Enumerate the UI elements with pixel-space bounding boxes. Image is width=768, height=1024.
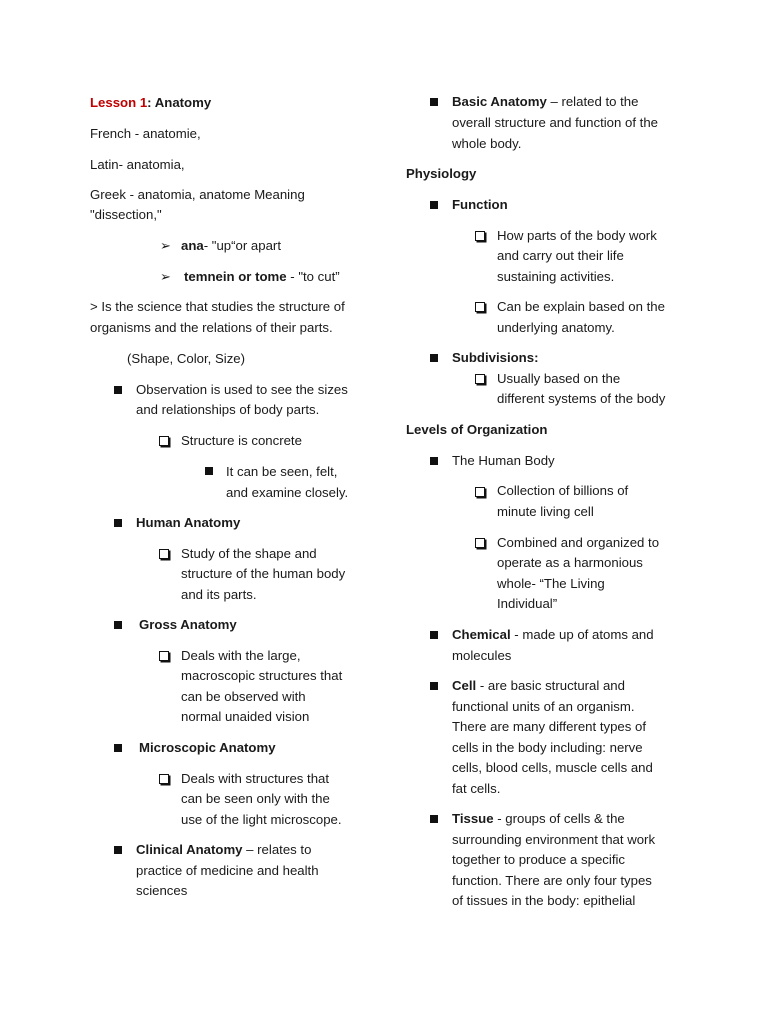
clinical-anatomy-line-3: sciences — [136, 883, 188, 898]
observation-line-1: Observation is used to see the sizes — [136, 382, 348, 397]
micro-line-3: use of the light microscope. — [181, 812, 342, 827]
study-line-1: Study of the shape and — [181, 546, 317, 561]
square-bullet-icon — [114, 744, 122, 752]
tissue-line-5: of tissues in the body: epithelial — [452, 893, 636, 908]
gross-anatomy-heading: Gross Anatomy — [139, 617, 237, 632]
square-bullet-icon — [430, 631, 438, 639]
square-bullet-icon — [114, 846, 122, 854]
tissue-line-4: function. There are only four types — [452, 873, 652, 888]
gross-line-4: normal unaided vision — [181, 709, 310, 724]
seen-line-2: and examine closely. — [226, 485, 349, 500]
arrow-bullet-icon: ➢ — [160, 238, 171, 253]
cell-desc: - are basic structural and — [476, 678, 625, 693]
root-temnein — [184, 267, 340, 287]
square-bullet-icon — [114, 386, 122, 394]
definition-line-2: organisms and the relations of their parts. — [90, 320, 333, 335]
checkbox-bullet-icon — [159, 436, 169, 446]
root-temnein-term: temnein or tome — [184, 269, 287, 284]
levels-heading: Levels of Organization — [406, 422, 548, 437]
basic-anatomy-term: Basic Anatomy — [452, 94, 547, 109]
cell-term: Cell — [452, 678, 477, 693]
subdivisions-heading: Subdivisions: — [452, 350, 539, 365]
how-line-2: and carry out their life — [497, 248, 624, 263]
clinical-anatomy-line-1 — [136, 840, 311, 860]
square-bullet-icon — [430, 354, 438, 362]
square-bullet-icon — [430, 457, 438, 465]
checkbox-bullet-icon — [475, 487, 485, 497]
etymology-french: French - anatomie, — [90, 126, 201, 141]
square-bullet-icon — [205, 467, 213, 475]
root-ana-meaning: - "up“or apart — [203, 238, 281, 253]
cell-line-2: functional units of an organism. — [452, 699, 635, 714]
checkbox-bullet-icon — [475, 302, 485, 312]
basic-anatomy-line-2: overall structure and function of the — [452, 115, 658, 130]
micro-line-2: can be seen only with the — [181, 791, 330, 806]
clinical-anatomy-desc: – relates to — [242, 842, 312, 857]
title-colon: : — [147, 95, 152, 110]
clinical-anatomy-term: Clinical Anatomy — [136, 842, 243, 857]
square-bullet-icon — [114, 621, 122, 629]
square-bullet-icon — [430, 682, 438, 690]
chemical-line-1 — [452, 625, 654, 645]
usual-line-2: different systems of the body — [497, 391, 666, 406]
chemical-line-2: molecules — [452, 648, 512, 663]
how-line-3: sustaining activities. — [497, 269, 615, 284]
lesson-title — [90, 93, 211, 113]
shape-color-size: (Shape, Color, Size) — [127, 351, 246, 366]
checkbox-bullet-icon — [159, 651, 169, 661]
microscopic-anatomy-heading: Microscopic Anatomy — [139, 740, 276, 755]
square-bullet-icon — [430, 201, 438, 209]
cell-line-6: fat cells. — [452, 781, 501, 796]
micro-line-1: Deals with structures that — [181, 771, 330, 786]
human-body-item: The Human Body — [452, 453, 555, 468]
study-line-2: structure of the human body — [181, 566, 346, 581]
root-temnein-meaning: - "to cut” — [286, 269, 340, 284]
structure-concrete: Structure is concrete — [181, 433, 302, 448]
etymology-latin: Latin- anatomia, — [90, 157, 185, 172]
clinical-anatomy-line-2: practice of medicine and health — [136, 863, 319, 878]
human-anatomy-heading: Human Anatomy — [136, 515, 241, 530]
seen-line-1: It can be seen, felt, — [226, 464, 338, 479]
tissue-desc: - groups of cells & the — [493, 811, 625, 826]
usual-line-1: Usually based on the — [497, 371, 621, 386]
cell-line-3: There are many different types of — [452, 719, 647, 734]
how-line-1: How parts of the body work — [497, 228, 657, 243]
cell-line-5: cells, blood cells, muscle cells and — [452, 760, 653, 775]
cell-line-1 — [452, 676, 625, 696]
root-ana-term: ana — [181, 238, 204, 253]
physiology-heading: Physiology — [406, 166, 477, 181]
square-bullet-icon — [430, 815, 438, 823]
basic-anatomy-line-3: whole body. — [452, 136, 522, 151]
definition-line-1: > Is the science that studies the structure of — [90, 299, 345, 314]
combined-line-2: operate as a harmonious — [497, 555, 643, 570]
root-ana — [181, 236, 281, 256]
tissue-line-3: together to produce a specific — [452, 852, 626, 867]
basic-anatomy-line-1 — [452, 92, 638, 112]
cell-line-4: cells in the body including: nerve — [452, 740, 643, 755]
function-heading: Function — [452, 197, 508, 212]
square-bullet-icon — [114, 519, 122, 527]
checkbox-bullet-icon — [475, 538, 485, 548]
checkbox-bullet-icon — [159, 549, 169, 559]
tissue-line-2: surrounding environment that work — [452, 832, 656, 847]
etymology-greek: Greek - anatomia, anatome Meaning — [90, 187, 305, 202]
explain-line-2: underlying anatomy. — [497, 320, 615, 335]
chemical-term: Chemical — [452, 627, 511, 642]
collection-line-1: Collection of billions of — [497, 483, 629, 498]
etymology-greek-cont: "dissection," — [90, 207, 162, 222]
checkbox-bullet-icon — [475, 231, 485, 241]
checkbox-bullet-icon — [159, 774, 169, 784]
tissue-term: Tissue — [452, 811, 494, 826]
combined-line-4: Individual” — [497, 596, 558, 611]
combined-line-1: Combined and organized to — [497, 535, 660, 550]
lesson-number: Lesson 1 — [90, 95, 148, 110]
explain-line-1: Can be explain based on the — [497, 299, 665, 314]
gross-line-1: Deals with the large, — [181, 648, 301, 663]
gross-line-2: macroscopic structures that — [181, 668, 343, 683]
basic-anatomy-desc: – related to the — [546, 94, 639, 109]
combined-line-3: whole- “The Living — [497, 576, 605, 591]
collection-line-2: minute living cell — [497, 504, 594, 519]
observation-line-2: and relationships of body parts. — [136, 402, 320, 417]
chemical-desc: - made up of atoms and — [510, 627, 654, 642]
square-bullet-icon — [430, 98, 438, 106]
tissue-line-1 — [452, 809, 625, 829]
study-line-3: and its parts. — [181, 587, 257, 602]
arrow-bullet-icon: ➢ — [160, 269, 171, 284]
checkbox-bullet-icon — [475, 374, 485, 384]
title-topic: Anatomy — [151, 95, 212, 110]
gross-line-3: can be observed with — [181, 689, 306, 704]
